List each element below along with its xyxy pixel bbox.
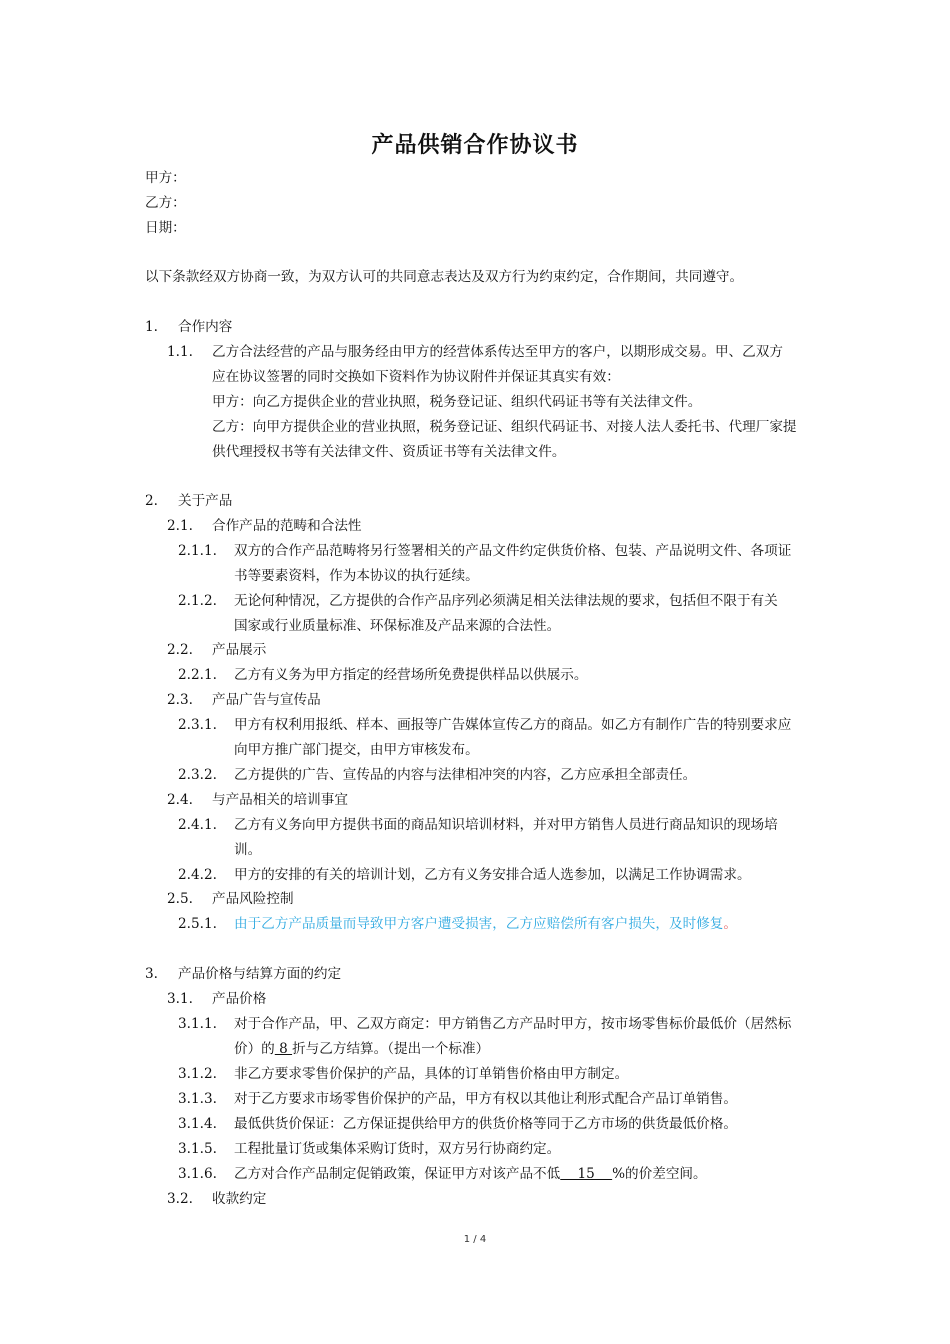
highlighted-text: 由于乙方产品质量而导致甲方客户遭受损害，乙方应赔偿所有客户损失，及时修复 bbox=[234, 916, 724, 932]
clause-text-part: 价）的 bbox=[234, 1041, 275, 1057]
subsection-heading: 产品价格 bbox=[212, 991, 267, 1007]
page-number: 1 / 4 bbox=[463, 1234, 487, 1245]
clause-number: 2.4.1. bbox=[178, 817, 217, 833]
subsection-heading: 合作产品的范畴和合法性 bbox=[212, 518, 362, 534]
subsection-number: 2.4. bbox=[167, 792, 193, 808]
clause-text: 乙方有义务为甲方指定的经营场所免费提供样品以供展示。 bbox=[234, 667, 588, 683]
clause-text: 乙方：向甲方提供企业的营业执照，税务登记证、组织代码证书、对接人法人委托书、代理厂家提 bbox=[212, 419, 797, 435]
subsection-number: 2.5. bbox=[167, 891, 193, 907]
clause-number: 2.2.1. bbox=[178, 667, 217, 683]
clause-text: 向甲方推广部门提交，由甲方审核发布。 bbox=[234, 742, 479, 758]
clause-text-part: 乙方对合作产品制定促销政策，保证甲方对该产品不低 bbox=[234, 1166, 561, 1182]
subsection-number: 3.2. bbox=[167, 1191, 193, 1207]
section-heading: 关于产品 bbox=[178, 493, 233, 509]
clause-number: 2.5.1. bbox=[178, 916, 217, 932]
subsection-number: 2.3. bbox=[167, 692, 193, 708]
subsection-heading: 产品风险控制 bbox=[212, 891, 294, 907]
clause-text: 应在协议签署的同时交换如下资料作为协议附件并保证其真实有效： bbox=[212, 369, 620, 385]
clause-number: 1.1. bbox=[167, 344, 193, 360]
section-number: 3. bbox=[145, 966, 158, 982]
clause-end-mark: 。 bbox=[723, 916, 737, 932]
clause-text-part: %的价差空间。 bbox=[612, 1166, 707, 1182]
clause-text bbox=[234, 1040, 489, 1058]
clause-text: 非乙方要求零售价保护的产品，具体的订单销售价格由甲方制定。 bbox=[234, 1066, 629, 1082]
intro-paragraph: 以下条款经双方协商一致，为双方认可的共同意志表达及双方行为约束约定，合作期间，共同遵守。 bbox=[145, 269, 744, 285]
clause-number: 3.1.3. bbox=[178, 1091, 217, 1107]
party-a-label: 甲方： bbox=[145, 170, 186, 186]
clause-text: 供代理授权书等有关法律文件、资质证书等有关法律文件。 bbox=[212, 444, 566, 460]
subsection-heading: 收款约定 bbox=[212, 1191, 267, 1207]
clause-number: 2.4.2. bbox=[178, 867, 217, 883]
clause-number: 2.1.2. bbox=[178, 593, 217, 609]
clause-number: 3.1.1. bbox=[178, 1016, 217, 1032]
section-number: 2. bbox=[145, 493, 158, 509]
subsection-heading: 产品广告与宣传品 bbox=[212, 692, 321, 708]
clause-text: 乙方有义务向甲方提供书面的商品知识培训材料，并对甲方销售人员进行商品知识的现场培 bbox=[234, 817, 778, 833]
clause-number: 2.3.2. bbox=[178, 767, 217, 783]
party-b-label: 乙方： bbox=[145, 195, 186, 211]
clause-text: 乙方合法经营的产品与服务经由甲方的经营体系传达至甲方的客户，以期形成交易。甲、乙双方 bbox=[212, 344, 783, 360]
clause-text: 工程批量订货或集体采购订货时，双方另行协商约定。 bbox=[234, 1141, 561, 1157]
clause-number: 2.1.1. bbox=[178, 543, 217, 559]
clause-number: 3.1.2. bbox=[178, 1066, 217, 1082]
clause-number: 2.3.1. bbox=[178, 717, 217, 733]
clause-text-part: 折与乙方结算。（提出一个标准） bbox=[292, 1041, 490, 1057]
clause-text: 甲方：向乙方提供企业的营业执照，税务登记证、组织代码证书等有关法律文件。 bbox=[212, 394, 702, 410]
subsection-heading: 与产品相关的培训事宜 bbox=[212, 792, 348, 808]
clause-text: 训。 bbox=[234, 842, 262, 858]
clause-text: 书等要素资料，作为本协议的执行延续。 bbox=[234, 568, 479, 584]
clause-text: 甲方有权利用报纸、样本、画报等广告媒体宣传乙方的商品。如乙方有制作广告的特别要求应 bbox=[234, 717, 792, 733]
clause-number: 3.1.4. bbox=[178, 1116, 217, 1132]
clause-text: 双方的合作产品范畴将另行签署相关的产品文件约定供货价格、包装、产品说明文件、各项证 bbox=[234, 543, 792, 559]
document-title: 产品供销合作协议书 bbox=[371, 132, 579, 158]
clause-text: 最低供货价保证：乙方保证提供给甲方的供货价格等同于乙方市场的供货最低价格。 bbox=[234, 1116, 737, 1132]
clause-number: 3.1.5. bbox=[178, 1141, 217, 1157]
clause-text: 对于乙方要求市场零售价保护的产品，甲方有权以其他让利形式配合产品订单销售。 bbox=[234, 1091, 737, 1107]
clause-text: 乙方提供的广告、宣传品的内容与法律相冲突的内容，乙方应承担全部责任。 bbox=[234, 767, 697, 783]
price-margin-value: 15 bbox=[560, 1166, 613, 1182]
clause-text: 对于合作产品，甲、乙双方商定：甲方销售乙方产品时甲方，按市场零售标价最低价（居然标 bbox=[234, 1016, 792, 1032]
clause-text: 甲方的安排的有关的培训计划，乙方有义务安排合适人选参加，以满足工作协调需求。 bbox=[234, 867, 751, 883]
subsection-number: 2.2. bbox=[167, 642, 193, 658]
discount-value: 8 bbox=[274, 1041, 293, 1057]
subsection-number: 2.1. bbox=[167, 518, 193, 534]
clause-number: 3.1.6. bbox=[178, 1166, 217, 1182]
subsection-heading: 产品展示 bbox=[212, 642, 267, 658]
section-heading: 合作内容 bbox=[178, 319, 233, 335]
clause-text: 国家或行业质量标准、环保标准及产品来源的合法性。 bbox=[234, 618, 561, 634]
date-label: 日期： bbox=[145, 220, 186, 236]
clause-text: 无论何种情况，乙方提供的合作产品序列必须满足相关法律法规的要求，包括但不限于有关 bbox=[234, 593, 778, 609]
section-heading: 产品价格与结算方面的约定 bbox=[178, 966, 342, 982]
clause-text bbox=[234, 1165, 707, 1183]
clause-text-highlighted bbox=[234, 915, 737, 933]
subsection-number: 3.1. bbox=[167, 991, 193, 1007]
section-number: 1. bbox=[145, 319, 158, 335]
